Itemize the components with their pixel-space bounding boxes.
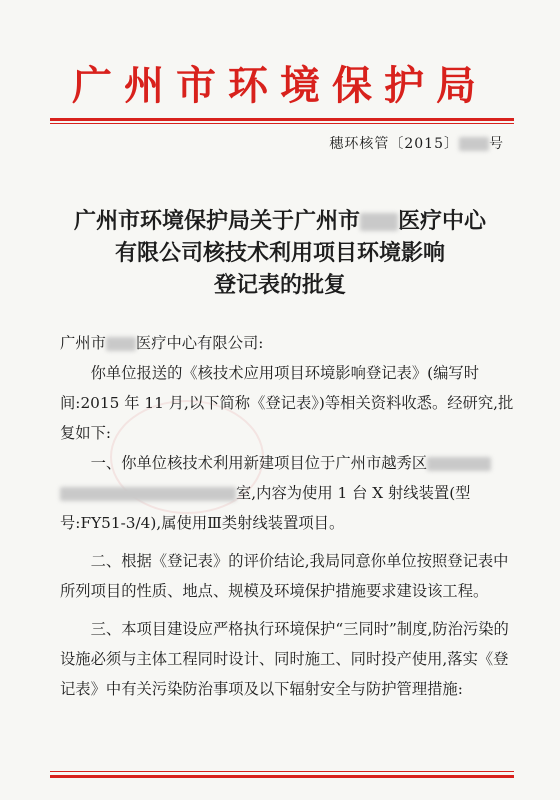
redaction-block	[427, 457, 491, 471]
footer-rule-thick	[50, 775, 514, 778]
salutation-part-a: 广州市	[60, 334, 106, 352]
title-line-2: 有限公司核技术利用项目环境影响	[114, 240, 445, 266]
footer-rule-thin	[50, 771, 514, 772]
paragraph-item-3: 三、本项目建设应严格执行环境保护“三同时”制度,防治污染的设施必须与主体工程同时设计、同时施工、同时投产使用,落实《登记表》中有关污染防治事项及以下辐射安全与防护管理措施:	[60, 620, 509, 698]
paragraph-item-1-part-b: 室,内容为使用 1 台 X 射线装置(型号:FY51-3/4),属使用Ⅲ类射线装置项目。	[60, 484, 471, 532]
letterhead-rule-thin	[50, 123, 514, 124]
redaction-block	[106, 337, 136, 351]
redaction-block	[459, 137, 489, 151]
title-line-1	[40, 205, 520, 237]
document-number-suffix: 号	[489, 136, 504, 152]
document-title	[40, 205, 520, 301]
paragraph-item-1	[60, 448, 522, 538]
letterhead-title: 广州市环境保护局	[72, 62, 488, 109]
title-line-1-part-a: 广州市环境保护局关于广州市	[73, 208, 360, 234]
letterhead-rule-thick	[50, 118, 514, 121]
title-line-3: 登记表的批复	[213, 272, 346, 298]
title-line-1-part-b: 医疗中心	[398, 208, 487, 234]
document-body	[60, 328, 522, 704]
paragraph-item-1-part-a: 一、你单位核技术利用新建项目位于广州市越秀区	[90, 454, 428, 472]
paragraph-intro: 你单位报送的《核技术应用项目环境影响登记表》(编写时间:2015 年 11 月,以下简称《登记表》)等相关资料收悉。经研究,批复如下:	[60, 364, 514, 442]
paragraph-item-2: 二、根据《登记表》的评价结论,我局同意你单位按照登记表中所列项目的性质、地点、规模及环境保护措施要求建设该工程。	[60, 552, 509, 600]
redaction-block	[60, 487, 236, 501]
salutation-part-b: 医疗中心有限公司:	[135, 334, 264, 352]
salutation	[60, 328, 522, 358]
document-number-prefix: 穗环核管〔2015〕	[329, 136, 459, 152]
redaction-block	[360, 213, 398, 231]
document-number	[329, 133, 504, 153]
